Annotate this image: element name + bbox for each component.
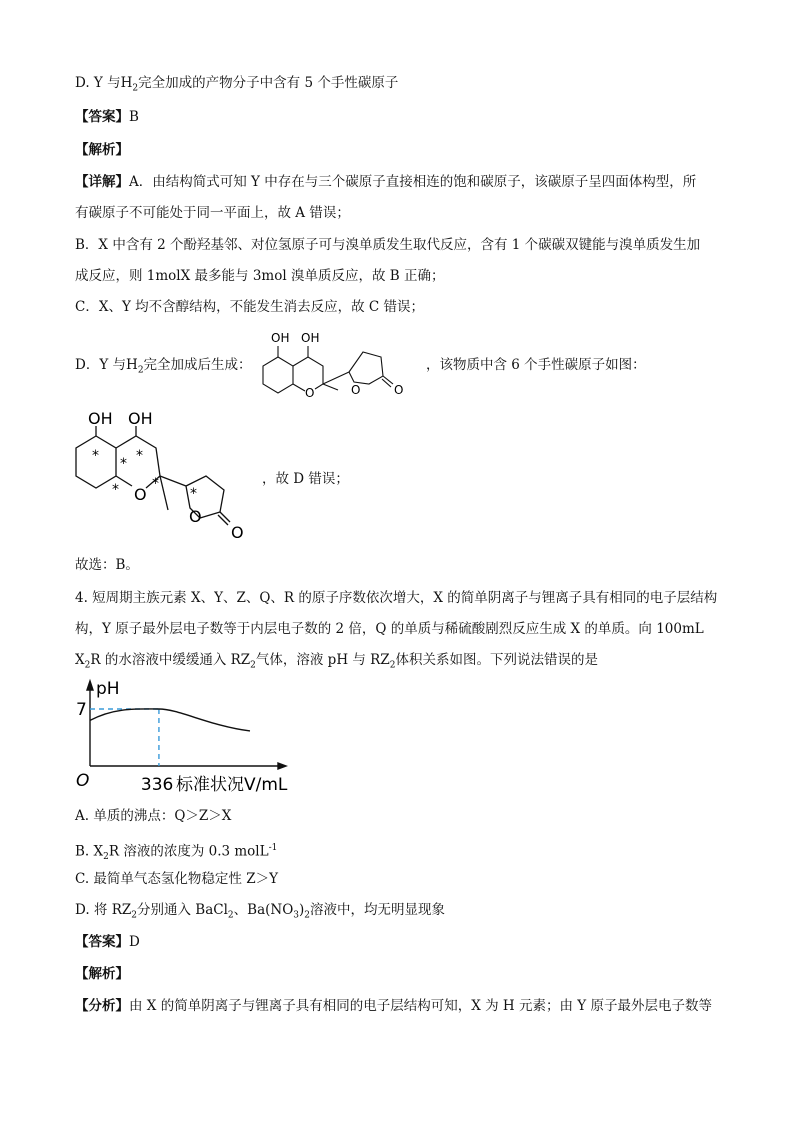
- answer-label: 【答案】: [75, 109, 129, 125]
- h2-subscript: 2: [132, 83, 139, 94]
- option-d-b: 分别通入 BaCl: [137, 902, 228, 918]
- subscript: 3: [293, 910, 300, 921]
- option-b: [75, 838, 277, 867]
- y-axis-label: pH: [96, 679, 120, 699]
- oh-label: OH: [128, 409, 153, 428]
- answer-2: [75, 932, 140, 952]
- analysis-sub-label: 【分析】: [75, 998, 129, 1014]
- option-d-text: 完全加成的产物分子中含有 5 个手性碳原子: [138, 75, 399, 91]
- answer-label: 【答案】: [75, 934, 129, 950]
- chiral-star: *: [136, 448, 143, 464]
- option-b-text: B. X: [75, 843, 104, 860]
- option-d-d: ): [299, 902, 305, 918]
- y-axis-arrow: [87, 681, 93, 690]
- ring-oxygen-label: O: [305, 386, 315, 400]
- option-d-e: 溶液中，均无明显现象: [310, 902, 446, 918]
- option-d-c: 、Ba(NO: [233, 902, 294, 918]
- detail-d-prefix: D．Y 与: [75, 357, 127, 373]
- h2-symbol: H: [120, 75, 133, 91]
- option-d-line: [75, 73, 398, 99]
- detail-a-cont: 有碳原子不可能处于同一平面上，故 A 错误；: [75, 205, 350, 221]
- chiral-carbon-structure: [68, 408, 258, 543]
- x-axis-label: 标准状况V/mL: [176, 775, 288, 795]
- answer-value: B: [129, 109, 139, 125]
- oh-label: OH: [301, 331, 320, 345]
- question-4-line-3: [75, 650, 598, 676]
- subscript: 2: [250, 660, 256, 671]
- analysis-line: [75, 996, 712, 1016]
- question-4-line-2: 构，Y 原子最外层电子数等于内层电子数的 2 倍，Q 的单质与稀硫酸剧烈反应生成 X 的单质。向 100mL: [75, 621, 704, 637]
- oh-label: OH: [271, 331, 290, 345]
- detail-d-end: ，故 D 错误；: [262, 471, 349, 487]
- carbonyl-oxygen-label: O: [394, 383, 404, 397]
- ring-oxygen-label: O: [134, 485, 147, 504]
- option-d-prefix: D. Y 与: [75, 75, 121, 91]
- hydrogenated-product-structure: [253, 322, 428, 402]
- conclusion-1: 故选：B。: [75, 557, 139, 573]
- analysis-label-1: 【解析】: [75, 142, 129, 158]
- detail-b-1: B．X 中含有 2 个酚羟基邻、对位氢原子可与溴单质发生取代反应，含有 1 个碳碳双键能与溴单质发生加: [75, 237, 701, 253]
- analysis-text: 由 X 的简单阴离子与锂离子具有相同的电子层结构可知，X 为 H 元素；由 Y 原子最外层电子数等: [129, 998, 712, 1014]
- subscript: 2: [304, 910, 311, 921]
- chiral-star: *: [190, 486, 197, 502]
- oh-label: OH: [88, 409, 113, 428]
- detail-b-2: 成反应，则 1molX 最多能与 3mol 溴单质反应，故 B 正确；: [75, 268, 445, 284]
- answer-1: [75, 107, 139, 127]
- carbonyl-oxygen-label: O: [231, 523, 244, 542]
- detail-a-line: [75, 172, 696, 192]
- h2-subscript: 2: [137, 365, 144, 376]
- question-4-line-1: 4. 短周期主族元素 X、Y、Z、Q、R 的原子序数依次增大，X 的简单阴离子与锂离子具有相同的电子层结构: [75, 590, 718, 606]
- x-symbol: X: [75, 652, 85, 668]
- detail-c: C．X、Y 均不含醇结构，不能发生消去反应，故 C 错误；: [75, 299, 425, 315]
- x-axis-arrow: [278, 763, 286, 769]
- option-d: [75, 900, 445, 926]
- chiral-star: *: [120, 456, 127, 472]
- ring-oxygen-label: O: [351, 383, 361, 397]
- answer-value: D: [129, 934, 140, 950]
- option-a: A. 单质的沸点：Q＞Z＞X: [75, 808, 232, 824]
- ph-curve: [90, 709, 250, 731]
- detail-label: 【详解】: [75, 174, 129, 190]
- option-b-text-2: R 溶液的浓度为 0.3 molL: [108, 843, 269, 860]
- subscript: 2: [103, 852, 109, 863]
- detail-d-post: ，该物质中含 6 个手性碳原子如图：: [426, 357, 646, 373]
- chiral-star: *: [152, 476, 159, 492]
- option-d-a: D. 将 RZ: [75, 902, 132, 918]
- subscript: 2: [84, 660, 91, 671]
- chiral-star: *: [112, 482, 119, 498]
- subscript: 2: [131, 910, 137, 921]
- h2-symbol: H: [126, 357, 138, 373]
- detail-a-text: A．由结构简式可知 Y 中存在与三个碳原子直接相连的饱和碳原子，该碳原子呈四面体构型，所: [129, 174, 697, 190]
- origin-label: O: [76, 771, 90, 791]
- subscript: 2: [227, 910, 234, 921]
- ph-volume-chart: [72, 678, 312, 796]
- y-tick-label: 7: [76, 700, 87, 720]
- superscript: -1: [268, 843, 278, 853]
- x-tick-label: 336: [140, 775, 174, 795]
- detail-d-line: [75, 355, 252, 381]
- chiral-star: *: [92, 448, 99, 464]
- subscript: 2: [389, 660, 396, 671]
- q4-text-d: 体积关系如图。下列说法错误的是: [395, 652, 598, 668]
- q4-text-b: R 的水溶液中缓缓通入 RZ: [90, 652, 251, 668]
- detail-d-mid: 完全加成后生成：: [143, 357, 252, 373]
- analysis-label-2: 【解析】: [75, 966, 129, 982]
- q4-text-c: 气体，溶液 pH 与 RZ: [255, 652, 390, 668]
- option-c: C. 最简单气态氢化物稳定性 Z＞Y: [75, 871, 279, 887]
- ring-oxygen-label: O: [189, 507, 202, 526]
